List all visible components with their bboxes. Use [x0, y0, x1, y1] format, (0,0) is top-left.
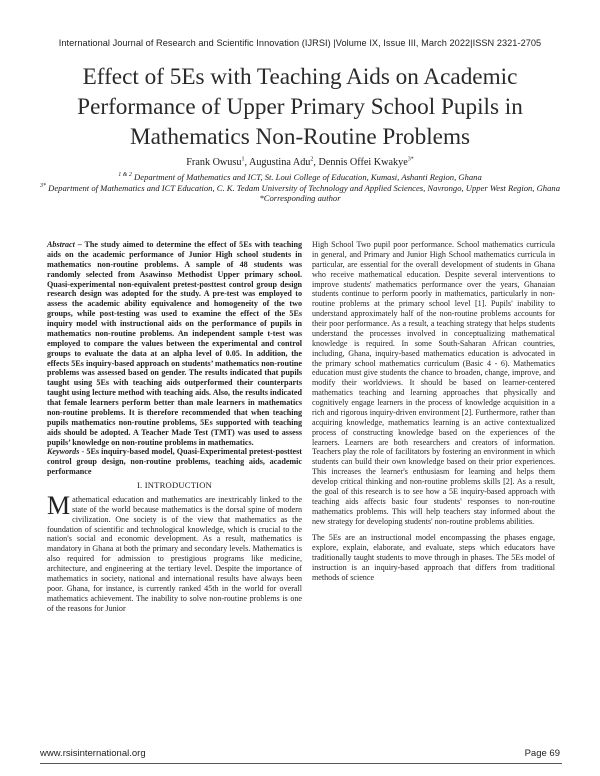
affil-mark: 1 & 2: [118, 172, 132, 179]
intro-text: athematical education and mathematics are inextricably linked to the state of the world because mathematics is the dorsal spine of modern civilization. One society is of the view that mathematics as the foundation of scientific and technological knowledge, which is crucial to the nation's social and economic development. As a result, mathematics is mandatory in Ghana at both the primary and secondary levels. Mathematics is also required for admission to prestigious programs like medicine, architecture, and engineering at the tertiary level. Despite the importance of mathematics in society, national and international results have always been poor. Ghana, for instance, is currently ranked 45th in the world for overall mathematics achievement. The inability to solve non-routine problems is one of the reasons for Junior: [47, 494, 302, 613]
author-separator: ,: [244, 157, 249, 168]
intro-paragraph: [47, 490, 302, 614]
keywords-label: Keywords -: [47, 447, 85, 457]
author-affil-mark: 3*: [407, 156, 414, 163]
keywords: [47, 447, 302, 477]
left-column: [47, 240, 302, 613]
author-name: Dennis Offei Kwakye: [318, 157, 408, 168]
footer-page-number: Page 69: [524, 748, 560, 759]
footer-website: www.rsisinternational.org: [40, 748, 146, 759]
paper-title: Effect of 5Es with Teaching Aids on Academic Performance of Upper Primary School Pupils in Mathematics Non-Routine Problems: [77, 64, 523, 150]
author-affil-mark: 1: [241, 156, 245, 163]
keywords-text: 5Es inquiry-based model, Quasi-Experimental pretest-posttest control group design, non-routine problems, teaching aids, academic performance: [47, 447, 302, 477]
corresponding-author: *Corresponding author: [259, 193, 341, 204]
affiliation-2: [20, 183, 580, 194]
drop-cap: M: [47, 490, 71, 520]
affiliation-1: [20, 172, 580, 183]
body-paragraph: The 5Es are an instructional model encompassing the phases engage, explore, explain, elaborate, and evaluate, steps which educators have traditionally taught students to move through in phases. The 5Es model of instruction is an inquiry-based approach that differs from traditional methods of science: [312, 533, 555, 582]
author-name: Augustina Adu: [248, 157, 311, 168]
abstract: [47, 240, 302, 447]
affiliations: [20, 172, 580, 204]
abstract-text: The study aimed to determine the effect of 5Es with teaching aids on the academic performance of Junior High school students in mathematics non-routine problems. A sample of 48 students was randomly selected from Asawinso Methodist Upper primary school. Quasi-experimental non-equivalent pretest-posttest control group design research design was adopted for the study. A pre-test was employed to assess the academic ability equivalence and homogeneity of the two groups, while post-testing was used to examine the effect of the 5Es inquiry model with instructional aids on the performance of pupils in mathematics non-routine problems. An independent sample t-test was employed to compare the values between the experimental and control groups to evaluate the data at an alpha level of 0.05. In addition, the effects 5Es inquiry-based approach on students’ mathematics non-routine problems was assessed based on gender. The results indicated that pupils taught using 5Es with teaching aids outperformed their counterparts taught using lecture method with teaching aids. Also, the results indicated that female learners perform better than male learners in mathematics non-routine problems. It is therefore recommended that when teaching pupils mathematics non-routine problems, 5Es supported with teaching aids should be adopted. A Teacher Made Test (TMT) was used to assess pupils’ knowledge on non-routine problems in mathematics.: [47, 240, 302, 447]
abstract-label: Abstract –: [47, 240, 82, 249]
author-affil-mark: 2: [310, 156, 314, 163]
affil-mark: 3*: [40, 182, 46, 189]
footer-rule: [40, 763, 562, 764]
journal-header: International Journal of Research and Scientific Innovation (IJRSI) |Volume IX, Issue III, March 2022|ISSN 2321-2705: [58, 38, 542, 48]
body-paragraph: High School Two pupil poor performance. School mathematics curricula in general, and Primary and Junior High School mathematics curricula in particular, are essential for the overall development of students in Ghana who receive mathematical education. Despite several interventions to improve students' mathematics performance over the years, Ghanaian students continue to perform poorly in mathematics, particularly in non-routine problems at the primary school level [1]. Pupils' inability to understand approximately half of the non-routine problems accounts for their poor performance. As a result, a teaching strategy that helps students understand the processes involved in conceptualizing mathematical knowledge is required. In some South-Saharan African countries, including, Ghana, inquiry-based mathematics education is advocated in the primary school mathematics curriculum (Basic 4 - 6). Mathematics education must give students the chance to broaden, change, improve, and modify their worldviews. It should be based on learner-centered mathematics teaching and learning approaches that physically and cognitively engage learners in the process of knowledge acquisition in a rich and rigorous inquiry-driven environment [2]. Furthermore, rather than acquiring knowledge, mathematics learning is an active contextualized process of constructing knowledge based on the experiences of the learners. Learners are both researchers and creators of information. Teachers play the role of facilitators by fostering an environment in which students can build their own knowledge based on their prior experiences. This increases the learner's enthusiasm for learning and helps them develop critical thinking and non-routine problems skills [2]. As a result, the goal of this research is to see how a 5E inquiry-based approach with teaching aids affects basic four students' responses to non-routine mathematics problems. This will help teachers stay informed about the new strategy for developing students' non-routine problems abilities.: [312, 240, 555, 526]
affil-text: Department of Mathematics and ICT Education, C. K. Tedam University of Technology and Applied Sciences, Navrongo, Upper West Region, Ghana: [46, 182, 560, 193]
right-column: [312, 240, 555, 583]
affil-text: Department of Mathematics and ICT, St. Loui College of Education, Kumasi, Ashanti Region, Ghana: [131, 172, 482, 182]
author-list: [0, 157, 600, 168]
section-heading-introduction: I. INTRODUCTION: [136, 480, 213, 490]
author-separator: ,: [313, 157, 319, 168]
author-name: Frank Owusu: [186, 157, 242, 168]
